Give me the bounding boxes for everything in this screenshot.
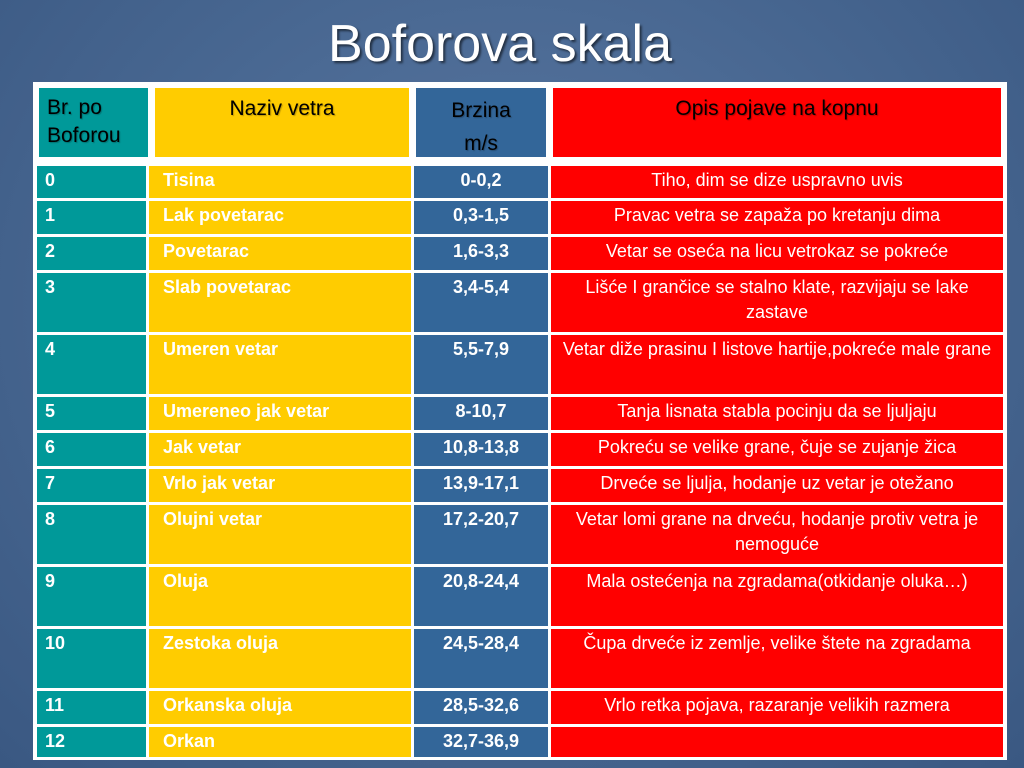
description-cell: Pokreću se velike grane, čuje se zujanje žica [551, 433, 1003, 466]
table-row [37, 433, 1003, 466]
description-cell [551, 727, 1003, 757]
table-row [37, 166, 1003, 198]
table-row [37, 727, 1003, 757]
table-row [37, 397, 1003, 430]
wind-name-cell: Vrlo jak vetar [149, 469, 411, 502]
wind-name-cell: Umereneo jak vetar [149, 397, 411, 430]
table-row [37, 691, 1003, 724]
beaufort-number-cell: 7 [37, 469, 146, 502]
description-cell: Tanja lisnata stabla pocinju da se ljuljaju [551, 397, 1003, 430]
header-name-label: Naziv vetra [229, 97, 335, 120]
table-row [37, 469, 1003, 502]
wind-speed-cell: 17,2-20,7 [414, 505, 548, 564]
header-speed-unit: m/s [464, 132, 498, 155]
wind-speed-cell: 0-0,2 [414, 166, 548, 198]
beaufort-number-cell: 0 [37, 166, 146, 198]
table-row [37, 201, 1003, 234]
beaufort-number-cell: 6 [37, 433, 146, 466]
wind-speed-cell: 10,8-13,8 [414, 433, 548, 466]
description-cell: Drveće se ljulja, hodanje uz vetar je otežano [551, 469, 1003, 502]
wind-speed-cell: 28,5-32,6 [414, 691, 548, 724]
wind-name-cell: Orkanska oluja [149, 691, 411, 724]
description-cell: Mala ostećenja na zgradama(otkidanje oluka…) [551, 567, 1003, 626]
beaufort-number-cell: 4 [37, 335, 146, 394]
table-row [37, 505, 1003, 564]
description-cell: Tiho, dim se dize uspravno uvis [551, 166, 1003, 198]
beaufort-number-cell: 3 [37, 273, 146, 332]
header-speed-label: Brzina [451, 99, 511, 122]
header-name [153, 86, 411, 159]
table-row [37, 629, 1003, 688]
wind-name-cell: Umeren vetar [149, 335, 411, 394]
wind-speed-cell: 5,5-7,9 [414, 335, 548, 394]
beaufort-number-cell: 2 [37, 237, 146, 270]
wind-speed-cell: 32,7-36,9 [414, 727, 548, 757]
wind-speed-cell: 20,8-24,4 [414, 567, 548, 626]
wind-name-cell: Oluja [149, 567, 411, 626]
wind-name-cell: Povetarac [149, 237, 411, 270]
description-cell: Lišće I grančice se stalno klate, razvijaju se lake zastave [551, 273, 1003, 332]
header-speed [414, 86, 548, 159]
beaufort-number-cell: 8 [37, 505, 146, 564]
beaufort-number-cell: 1 [37, 201, 146, 234]
header-number-label: Br. po Boforou [47, 96, 121, 147]
header-description [551, 86, 1003, 159]
description-cell: Pravac vetra se zapaža po kretanju dima [551, 201, 1003, 234]
description-cell: Vetar diže prasinu I listove hartije,pokreće male grane [551, 335, 1003, 394]
description-cell: Vrlo retka pojava, razaranje velikih razmera [551, 691, 1003, 724]
table-row [37, 335, 1003, 394]
wind-speed-cell: 24,5-28,4 [414, 629, 548, 688]
wind-name-cell: Olujni vetar [149, 505, 411, 564]
wind-name-cell: Slab povetarac [149, 273, 411, 332]
wind-name-cell: Tisina [149, 166, 411, 198]
beaufort-number-cell: 11 [37, 691, 146, 724]
wind-speed-cell: 0,3-1,5 [414, 201, 548, 234]
beaufort-number-cell: 12 [37, 727, 146, 757]
slide-title: Boforova skala [328, 15, 672, 73]
wind-name-cell: Orkan [149, 727, 411, 757]
table-row [37, 237, 1003, 270]
description-cell: Čupa drveće iz zemlje, velike štete na zgradama [551, 629, 1003, 688]
wind-speed-cell: 1,6-3,3 [414, 237, 548, 270]
wind-name-cell: Jak vetar [149, 433, 411, 466]
description-cell: Vetar lomi grane na drveću, hodanje protiv vetra je nemoguće [551, 505, 1003, 564]
table-row [37, 273, 1003, 332]
wind-name-cell: Lak povetarac [149, 201, 411, 234]
table-row [37, 567, 1003, 626]
wind-name-cell: Zestoka oluja [149, 629, 411, 688]
header-number [37, 86, 150, 159]
wind-speed-cell: 13,9-17,1 [414, 469, 548, 502]
wind-speed-cell: 3,4-5,4 [414, 273, 548, 332]
beaufort-number-cell: 9 [37, 567, 146, 626]
description-cell: Vetar se oseća na licu vetrokaz se pokreće [551, 237, 1003, 270]
beaufort-number-cell: 5 [37, 397, 146, 430]
header-description-label: Opis pojave na kopnu [675, 97, 879, 120]
beaufort-number-cell: 10 [37, 629, 146, 688]
wind-speed-cell: 8-10,7 [414, 397, 548, 430]
